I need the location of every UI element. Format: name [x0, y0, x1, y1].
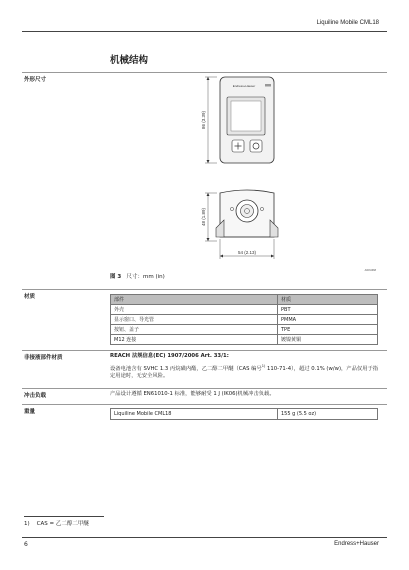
row-divider — [22, 350, 387, 351]
footer-brand: Endress+Hauser — [334, 541, 379, 547]
table-cell: PMMA — [278, 315, 378, 325]
impact-text: 产品设计遵循 EN61010-1 标准，能够耐受 1 J (IK06)机械冲击负载。 — [110, 391, 275, 397]
table-row — [111, 409, 378, 420]
height-dimension-label: 86 (3.39) — [201, 110, 206, 130]
depth-dimension-label: 48 (1.89) — [201, 207, 206, 227]
impact-label: 冲击负载 — [24, 393, 47, 399]
table-header-cell: 材质 — [278, 295, 378, 305]
table-cell: TPE — [278, 325, 378, 335]
document-header-title: Liquiline Mobile CML18 — [316, 20, 379, 26]
table-cell: M12 连接 — [111, 335, 278, 345]
row-divider — [22, 388, 387, 389]
row-divider — [22, 72, 387, 73]
width-dimension-label: 54 (2.13) — [237, 250, 257, 255]
device-front-view — [220, 77, 274, 163]
row-divider — [22, 404, 387, 405]
table-cell: PBT — [278, 305, 378, 315]
footnote-rule — [24, 516, 104, 517]
table-cell: 按钮、盖子 — [111, 325, 278, 335]
materials-label: 材质 — [24, 294, 36, 300]
footer-rule — [22, 537, 387, 538]
footnote-number: 1) — [24, 521, 30, 527]
table-row — [111, 325, 378, 335]
footnote-text: CAS = 乙二醇二甲醚 — [36, 521, 89, 527]
section-title: 机械结构 — [110, 55, 149, 66]
page-number: 6 — [24, 541, 28, 548]
device-top-view — [216, 190, 278, 237]
nonwetted-label: 非接液部件材质 — [24, 355, 63, 361]
reach-text — [110, 363, 380, 381]
table-header-cell: 部件 — [111, 295, 278, 305]
device-dimension-drawing — [180, 75, 380, 275]
table-cell: 镀镍黄铜 — [278, 335, 378, 345]
device-brand-label: Endress+Hauser — [232, 84, 256, 88]
footnote — [24, 521, 89, 528]
figure-id: A0034968 — [364, 269, 376, 272]
weight-value-cell: 155 g (5.5 oz) — [278, 409, 378, 420]
materials-table — [110, 294, 378, 345]
row-divider — [22, 289, 387, 290]
dimensions-label: 外形尺寸 — [24, 77, 47, 83]
weight-table — [110, 408, 378, 420]
table-row — [111, 315, 378, 325]
table-cell: 显示窗口、导光管 — [111, 315, 278, 325]
reach-text-part1: 设备电池含有 SVHC 1.3 丙烷磺内酯，乙二醇二甲醚（CAS 编号 — [110, 365, 262, 372]
header-rule — [22, 31, 387, 32]
reach-title: REACH 法规信息(EC) 1907/2006 Art. 33/1: — [110, 353, 229, 359]
weight-product-cell: Liquiline Mobile CML18 — [111, 409, 278, 420]
table-cell: 外壳 — [111, 305, 278, 315]
table-header-row — [111, 295, 378, 305]
figure-caption-number: 图 3 — [110, 274, 122, 280]
footnote-reference: 1) — [261, 364, 266, 368]
table-row — [111, 305, 378, 315]
weight-label: 重量 — [24, 409, 36, 415]
table-row — [111, 335, 378, 345]
figure-caption-text: 尺寸：mm (in) — [126, 274, 165, 280]
figure-caption — [110, 274, 165, 281]
reach-text-part2: 110-71-4），超过 0.1% (w/w)，产品仅用于指定用途时，无安全风险。 — [110, 365, 379, 380]
